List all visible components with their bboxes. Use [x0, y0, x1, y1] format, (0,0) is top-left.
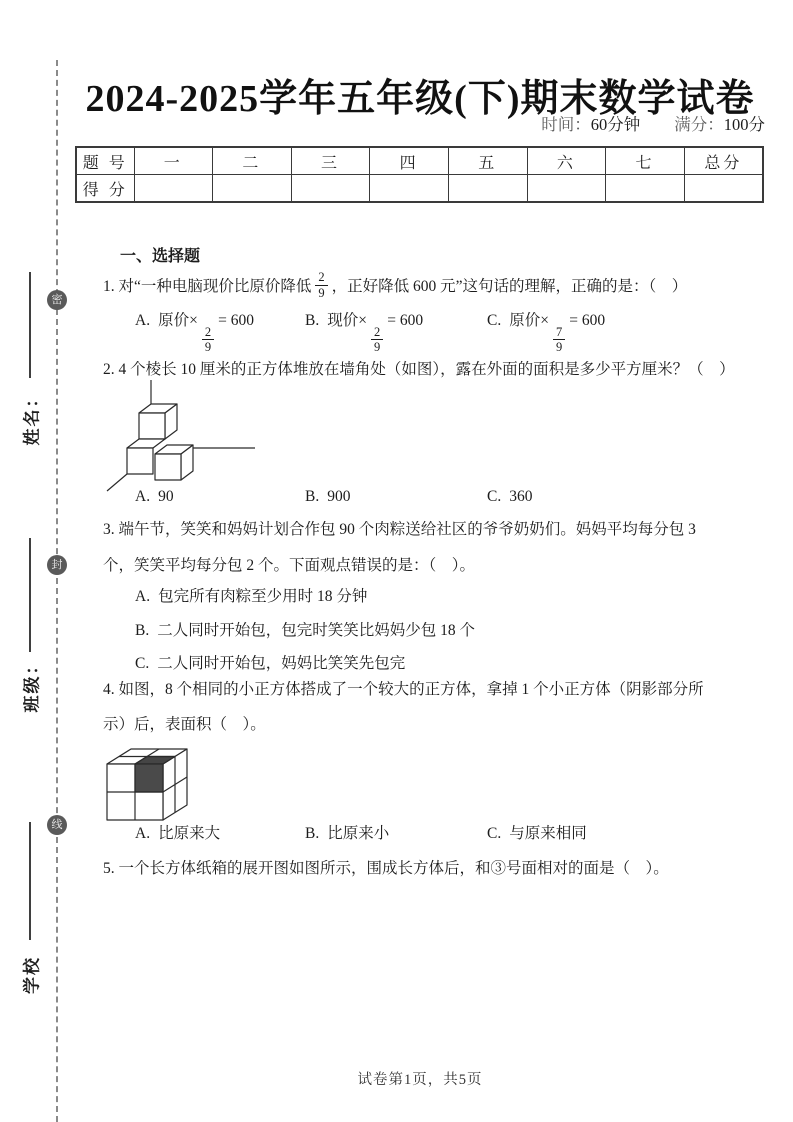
question-5-text: 5. 一个长方体纸箱的展开图如图所示，围成长方体后，和③号面相对的面是（ ）。 [103, 860, 669, 877]
fullscore-value: 100分 [723, 115, 765, 134]
seal-char: 封 [51, 559, 63, 571]
score-table-cell: 七 [606, 147, 685, 175]
q2-option-b: B. 900 [305, 488, 351, 505]
time-value: 60分钟 [590, 115, 641, 134]
q4-option-c: C. 与原来相同 [487, 825, 587, 842]
school-label: 学校 [22, 956, 42, 994]
q4-figure [103, 738, 203, 822]
q1-fraction: $\frac{2}{9}$ [315, 270, 327, 301]
question-1-text [103, 263, 768, 307]
score-table-cell: 二 [213, 147, 292, 175]
q2-option-c: C. 360 [487, 488, 533, 505]
exam-info [541, 111, 765, 135]
corner-cubes-drawing [103, 378, 268, 494]
q3-option-c: C. 二人同时开始包，妈妈比笑笑先包完 [135, 655, 406, 672]
score-table [75, 146, 764, 203]
shaded-cube-drawing [103, 738, 203, 822]
seal-stamp-feng [47, 555, 67, 575]
q1-text-pre: 1. 对“一种电脑现价比原价降低 [103, 278, 312, 295]
score-cell-empty [291, 175, 370, 203]
score-cell-empty [684, 175, 763, 203]
q4-option-a: A. 比原来大 [135, 825, 221, 842]
fullscore-label: 满分： [674, 115, 724, 134]
question-4-text-line1: 4. 如图，8 个相同的小正方体搭成了一个较大的正方体，拿掉 1 个小正方体（阴影部分所 [103, 681, 704, 698]
name-blank-line [29, 272, 31, 378]
page-footer: 试卷第1页，共5页 [357, 1072, 483, 1088]
score-table-header-row [76, 147, 763, 175]
q2-option-a: A. 90 [135, 488, 174, 505]
score-cell-empty [370, 175, 449, 203]
question-1-options [103, 308, 768, 355]
score-table-cell: 一 [134, 147, 213, 175]
score-cell-empty [527, 175, 606, 203]
seal-dashed-line [56, 60, 58, 1122]
question-3-text-line1: 3. 端午节，笑笑和妈妈计划合作包 90 个肉粽送给社区的爷爷奶奶们。妈妈平均每分包 3 [103, 521, 696, 538]
seal-stamp-xian [47, 815, 67, 835]
time-label: 时间： [541, 115, 591, 134]
score-table-cell-tihao: 题 号 [76, 147, 134, 175]
q1-option-a-fraction: $\frac{2}{9}$ [202, 325, 214, 356]
class-blank-line [29, 538, 31, 652]
score-cell-empty [213, 175, 292, 203]
q1-option-c-fraction: $\frac{7}{9}$ [553, 325, 565, 356]
question-4-text-line2: 示）后，表面积（ ）。 [103, 716, 266, 733]
score-table-score-row [76, 175, 763, 203]
seal-stamp-mi [47, 290, 67, 310]
school-blank-line [29, 822, 31, 940]
section-heading: 一、选择题 [120, 248, 201, 265]
score-table-cell-defen: 得 分 [76, 175, 134, 203]
seal-char: 密 [51, 294, 63, 306]
q4-option-b: B. 比原来小 [305, 825, 390, 842]
score-table-cell: 五 [449, 147, 528, 175]
q1-text-post: ，正好降低 600 元”这句话的理解，正确的是：（ ） [331, 278, 688, 295]
q3-option-a: A. 包完所有肉粽至少用时 18 分钟 [135, 588, 368, 605]
score-table-cell-total: 总分 [684, 147, 763, 175]
question-4-options [103, 821, 768, 843]
q1-option-c: C. 原价× $\frac{7}{9}$ = 600 [487, 312, 606, 355]
score-cell-empty [606, 175, 685, 203]
score-table-cell: 四 [370, 147, 449, 175]
q1-option-a: A. 原价× $\frac{2}{9}$ = 600 [135, 312, 254, 355]
name-label: 姓名： [22, 388, 42, 446]
score-table-cell: 六 [527, 147, 606, 175]
score-table-cell: 三 [291, 147, 370, 175]
question-3-text-line2: 个，笑笑平均每分包 2 个。下面观点错误的是：（ ）。 [103, 557, 476, 574]
q3-option-b: B. 二人同时开始包，包完时笑笑比妈妈少包 18 个 [135, 622, 475, 639]
page-title: 2024-2025学年五年级(下)期末数学试卷 [85, 78, 755, 121]
question-2-text: 2. 4 个棱长 10 厘米的正方体堆放在墙角处（如图），露在外面的面积是多少平方厘米？（ ） [103, 361, 735, 378]
class-label: 班级： [22, 655, 42, 713]
q2-figure [103, 378, 268, 494]
score-cell-empty [449, 175, 528, 203]
seal-char: 线 [51, 819, 63, 831]
score-cell-empty [134, 175, 213, 203]
q1-option-b-fraction: $\frac{2}{9}$ [371, 325, 383, 356]
q1-option-b: B. 现价× $\frac{2}{9}$ = 600 [305, 312, 424, 355]
question-2-options [103, 488, 768, 510]
